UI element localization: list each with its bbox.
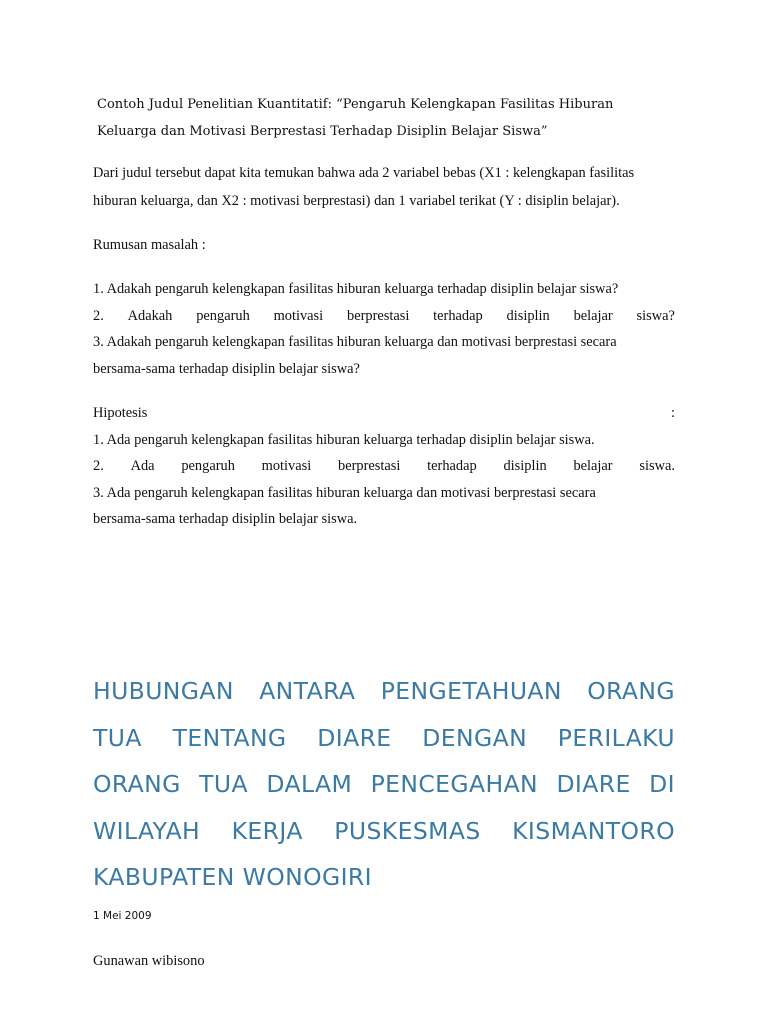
article-heading-row — [93, 761, 675, 808]
heading-word: PENCEGAHAN — [370, 770, 539, 798]
heading-word: ORANG — [587, 677, 675, 705]
heading-word: PENGETAHUAN — [380, 677, 562, 705]
heading-word: DIARE — [556, 770, 631, 798]
hipotesis-item-2-word: berprestasi — [338, 458, 401, 474]
heading-word: KISMANTORO — [512, 816, 675, 845]
heading-word: WILAYAH — [93, 816, 201, 845]
heading-word: TUA — [93, 723, 142, 752]
research-title-line-1: Contoh Judul Penelitian Kuantitatif: “Pengaruh Kelengkapan Fasilitas Hiburan — [97, 97, 614, 112]
research-title-example — [97, 91, 675, 145]
article-author: Gunawan wibisono — [93, 953, 205, 969]
hipotesis-item-2-word: Ada — [130, 458, 155, 474]
heading-word: TUA — [199, 770, 248, 798]
rumusan-item-2 — [93, 303, 675, 330]
heading-word: TENTANG — [172, 723, 287, 752]
hipotesis-item-3-line-2: bersama-sama terhadap disiplin belajar siswa. — [93, 511, 358, 527]
article-heading — [93, 668, 675, 901]
hipotesis-label: Hipotesis — [93, 405, 148, 421]
heading-word: ORANG — [93, 770, 181, 798]
rumusan-item-2-word: belajar — [573, 307, 613, 324]
intro-paragraph — [93, 159, 675, 215]
hipotesis-label-row — [93, 400, 675, 427]
hipotesis-item-2-word: disiplin — [503, 458, 547, 474]
rumusan-item-2-word: berprestasi — [347, 307, 410, 324]
intro-line-2: hiburan keluarga, dan X2 : motivasi berprestasi) dan 1 variabel terikat (Y : disiplin belajar). — [93, 193, 620, 209]
rumusan-item-2-word: siswa? — [636, 307, 675, 324]
heading-word: PUSKESMAS — [334, 816, 481, 845]
rumusan-item-1: 1. Adakah pengaruh kelengkapan fasilitas hiburan keluarga terhadap disiplin belajar siswa? — [93, 281, 619, 297]
intro-line-1: Dari judul tersebut dapat kita temukan bahwa ada 2 variabel bebas (X1 : kelengkapan fasilitas — [93, 165, 635, 181]
article-heading-last-row: KABUPATEN WONOGIRI — [93, 863, 372, 891]
rumusan-item-2-word: pengaruh — [196, 307, 250, 324]
article-date: 1 Mei 2009 — [93, 910, 152, 922]
hipotesis-item-2 — [93, 453, 675, 480]
article-heading-row — [93, 715, 675, 762]
hipotesis-item-2-word: siswa. — [639, 458, 675, 474]
article-heading-row — [93, 668, 675, 715]
heading-word: DI — [649, 770, 675, 798]
heading-word: DALAM — [266, 770, 353, 798]
hipotesis-item-2-word: terhadap — [427, 458, 477, 474]
heading-word: DENGAN — [422, 723, 528, 752]
research-title-line-2: Keluarga dan Motivasi Berprestasi Terhadap Disiplin Belajar Siswa” — [97, 124, 548, 139]
heading-word: ANTARA — [259, 677, 356, 705]
rumusan-item-2-word: terhadap — [433, 307, 483, 324]
rumusan-item-3-line-1: 3. Adakah pengaruh kelengkapan fasilitas hiburan keluarga dan motivasi berprestasi secara — [93, 334, 617, 350]
hipotesis-item-2-word: 2. — [93, 458, 104, 474]
hipotesis-item-2-word: motivasi — [261, 458, 312, 474]
rumusan-item-2-word: Adakah — [127, 307, 173, 324]
rumusan-label: Rumusan masalah : — [93, 237, 206, 253]
hipotesis-item-1: 1. Ada pengaruh kelengkapan fasilitas hiburan keluarga terhadap disiplin belajar siswa. — [93, 431, 595, 448]
rumusan-item-2-word: disiplin — [506, 307, 550, 324]
rumusan-item-3-line-2: bersama-sama terhadap disiplin belajar siswa? — [93, 360, 360, 377]
heading-word: HUBUNGAN — [93, 677, 234, 705]
hipotesis-item-2-word: belajar — [573, 458, 613, 474]
hipotesis-item-2-word: pengaruh — [181, 458, 235, 474]
heading-word: DIARE — [317, 723, 392, 752]
hipotesis-section — [93, 400, 675, 533]
heading-word: PERILAKU — [557, 723, 675, 752]
heading-word: KERJA — [231, 816, 303, 845]
rumusan-item-2-word: 2. — [93, 307, 104, 324]
hipotesis-item-3-line-1: 3. Ada pengaruh kelengkapan fasilitas hiburan keluarga dan motivasi berprestasi secara — [93, 484, 596, 501]
article-heading-row — [93, 808, 675, 855]
hipotesis-colon: : — [671, 405, 675, 421]
rumusan-list — [93, 276, 675, 382]
rumusan-item-2-word: motivasi — [273, 307, 324, 324]
